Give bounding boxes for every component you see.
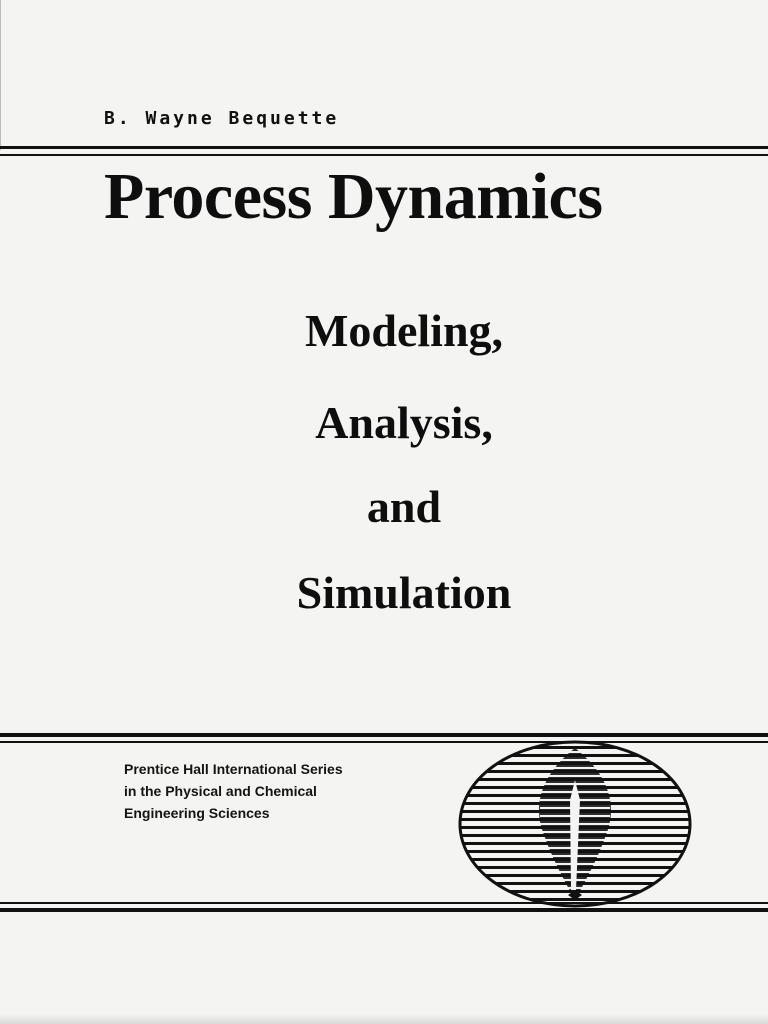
bottom-rule-thin <box>0 902 768 904</box>
subtitle-line-simulation: Simulation <box>296 567 512 618</box>
author-name: B. Wayne Bequette <box>104 108 340 129</box>
subtitle-line-and: and <box>366 481 442 532</box>
series-top-rule-thick <box>0 733 768 737</box>
book-title: Process Dynamics <box>104 160 603 233</box>
series-line-3: Engineering Sciences <box>124 805 270 821</box>
scan-bottom-edge <box>0 1014 768 1024</box>
series-line-1: Prentice Hall International Series <box>124 761 343 777</box>
subtitle-line-modeling: Modeling, <box>304 305 504 356</box>
top-rule-thin <box>0 154 768 156</box>
series-line-2: in the Physical and Chemical <box>124 783 317 799</box>
scan-fold-mark <box>0 0 25 150</box>
series-name <box>124 758 343 824</box>
prentice-hall-striped-globe-icon <box>452 740 698 908</box>
top-rule-thick <box>0 146 768 149</box>
subtitle-line-analysis: Analysis, <box>315 397 493 448</box>
bottom-rule-thick <box>0 908 768 912</box>
